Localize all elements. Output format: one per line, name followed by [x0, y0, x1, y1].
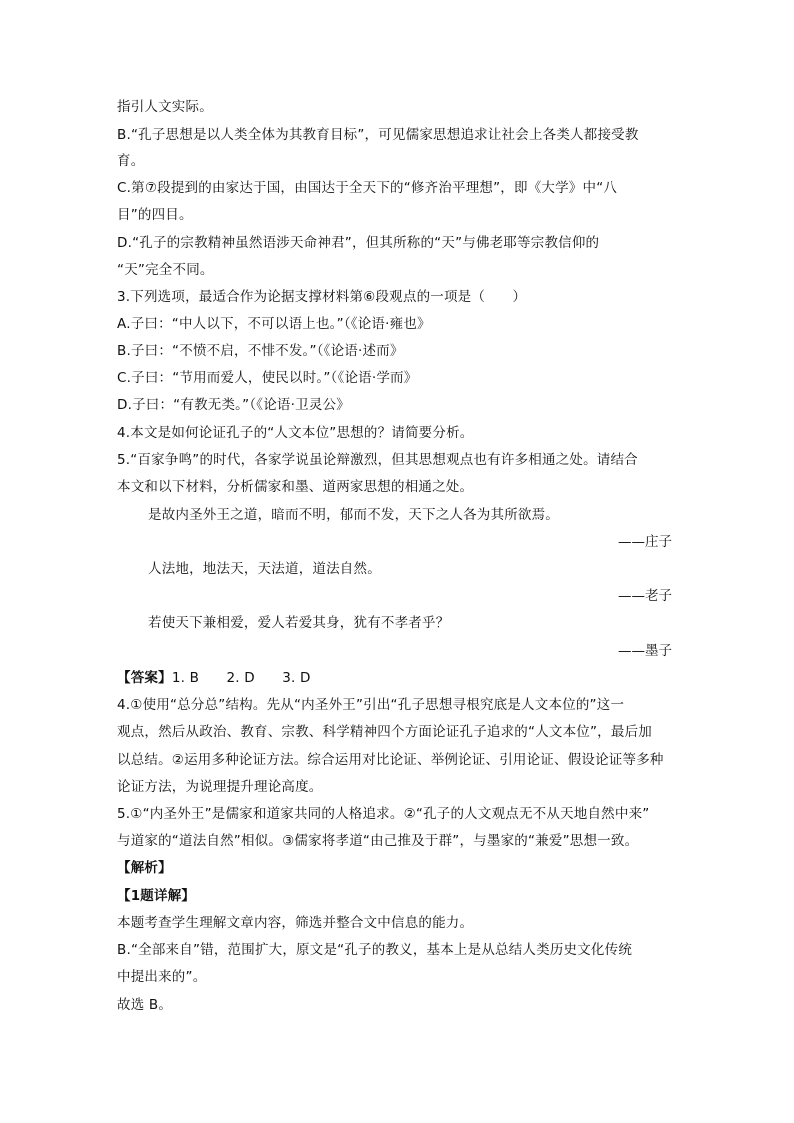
answer-line: 与道家的“道法自然”相似。③儒家将孝道“由己推及于群”，与墨家的“兼爱”思想一致。 [117, 833, 639, 849]
option-c: C.子曰：“节用而爱人，使民以时。”（《论语·学而》 [117, 370, 418, 386]
text-line: 目”的四目。 [117, 207, 193, 223]
analysis-sub-label: 【1题详解】 [117, 888, 196, 904]
quote-source: ——庄子 [618, 534, 672, 550]
answer-label: 【答案】 [117, 670, 172, 686]
answer-summary-line [117, 669, 311, 687]
answer-line: 5.①“内圣外王”是儒家和道家共同的人格追求。②“孔子的人文观点无不从天地自然中来” [117, 806, 650, 822]
analysis-line: 中提出来的”。 [117, 969, 207, 985]
answer-line: 观点，然后从政治、教育、宗教、科学精神四个方面论证孔子追求的“人文本位”，最后加 [117, 724, 652, 740]
analysis-line: 本题考查学生理解文章内容，筛选并整合文中信息的能力。 [117, 915, 474, 931]
question-4: 4.本文是如何论证孔子的“人文本位”思想的？请简要分析。 [117, 425, 474, 441]
question-5: 5.“百家争鸣”的时代，各家学说虽论辩激烈，但其思想观点也有许多相通之处。请结合 [117, 452, 638, 468]
text-line: 本文和以下材料，分析儒家和墨、道两家思想的相通之处。 [117, 479, 474, 495]
text-line: 育。 [117, 153, 145, 169]
quote-source: ——老子 [618, 588, 672, 604]
analysis-line: 故选 B。 [117, 997, 173, 1013]
quote-source: ——墨子 [618, 643, 672, 659]
text-line: 指引人文实际。 [117, 99, 213, 115]
answer-line: 4.①使用“总分总”结构。先从“内圣外王”引出“孔子思想寻根究底是人文本位的”这一 [117, 697, 625, 713]
text-line: D.“孔子的宗教精神虽然语涉天命神君”，但其所称的“天”与佛老耶等宗教信仰的 [117, 235, 600, 251]
quote-text: 若使天下兼相爱，爱人若爱其身，犹有不孝者乎？ [148, 615, 450, 631]
answer-line: 以总结。②运用多种论证方法。综合运用对比论证、举例论证、引用论证、假设论证等多种 [117, 752, 664, 768]
analysis-line: B.“全部来自”错，范围扩大，原文是“孔子的教义，基本上是从总结人类历史文化传统 [117, 942, 633, 958]
analysis-label: 【解析】 [117, 860, 172, 876]
quote-text: 人法地，地法天，天法道，道法自然。 [148, 561, 381, 577]
text-line: “天”完全不同。 [117, 262, 214, 278]
answer-summary: 1. B 2. D 3. D [171, 670, 311, 686]
quote-text: 是故内圣外王之道，暗而不明，郁而不发，天下之人各为其所欲焉。 [148, 507, 559, 523]
option-d: D.子曰：“有教无类。”（《论语·卫灵公》 [117, 397, 350, 413]
answer-line: 论证方法，为说理提升理论高度。 [117, 779, 323, 795]
text-line: B.“孔子思想是以人类全体为其教育目标”，可见儒家思想追求让社会上各类人都接受教 [117, 127, 639, 143]
option-a: A.子曰：“中人以下，不可以语上也。”（《论语·雍也》 [117, 316, 431, 332]
question-3: 3.下列选项，最适合作为论据支撑材料第⑥段观点的一项是（ ） [117, 289, 527, 305]
option-b: B.子曰：“不愤不启，不悱不发。”（《论语·述而》 [117, 343, 404, 359]
text-line: C.第⑦段提到的由家达于国，由国达于全天下的“修齐治平理想”，即《大学》中“八 [117, 180, 618, 196]
